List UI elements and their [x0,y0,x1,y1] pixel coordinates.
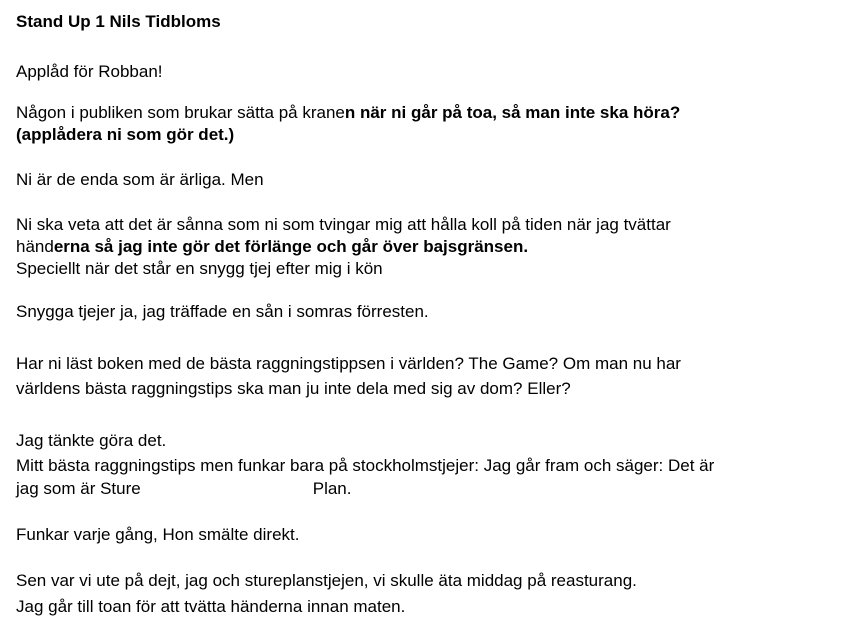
paragraph-date-line-1: Sen var vi ute på dejt, jag och stureplanstjejen, vi skulle äta middag på reasturang. [16,571,637,590]
paragraph-tip-line-1: Jag tänkte göra det. [16,431,167,450]
text-sture: jag som är Sture [16,479,141,498]
text-normal: Någon i publiken som brukar sätta på krane [16,103,345,122]
paragraph-faucet-line-1 [16,102,680,124]
document-title: Stand Up 1 Nils Tidbloms [16,12,221,31]
paragraph-handwash-line-2 [16,236,528,258]
paragraph-applause: Applåd för Robban! [16,62,163,81]
paragraph-faucet-line-2: (applådera ni som gör det.) [16,125,235,144]
paragraph-date-line-2: Jag går till toan för att tvätta händerna innan maten. [16,597,406,616]
paragraph-tip-line-3 [16,478,351,500]
paragraph-handwash-line-1: Ni ska veta att det är sånna som ni som tvingar mig att hålla koll på tiden när jag tvättar [16,215,671,234]
paragraph-works-every-time: Funkar varje gång, Hon smälte direkt. [16,525,300,544]
text-plan: Plan. [312,479,352,498]
text-normal: händ [16,237,54,256]
paragraph-tip-line-2: Mitt bästa raggningstips men funkar bara på stockholmstjejer: Jag går fram och säger: Det är [16,456,715,475]
paragraph-book-line-1: Har ni läst boken med de bästa raggningstippsen i världen? The Game? Om man nu har [16,354,681,373]
text-bold: n när ni går på toa, så man inte ska höra? [344,103,681,122]
paragraph-handwash-line-3: Speciellt när det står en snygg tjej efter mig i kön [16,259,383,278]
paragraph-book-line-2: världens bästa raggningstips ska man ju inte dela med sig av dom? Eller? [16,379,571,398]
paragraph-honest: Ni är de enda som är ärliga. Men [16,170,264,189]
text-bold: erna så jag inte gör det förlänge och går över bajsgränsen. [53,237,529,256]
paragraph-pretty-girls: Snygga tjejer ja, jag träffade en sån i somras förresten. [16,302,429,321]
